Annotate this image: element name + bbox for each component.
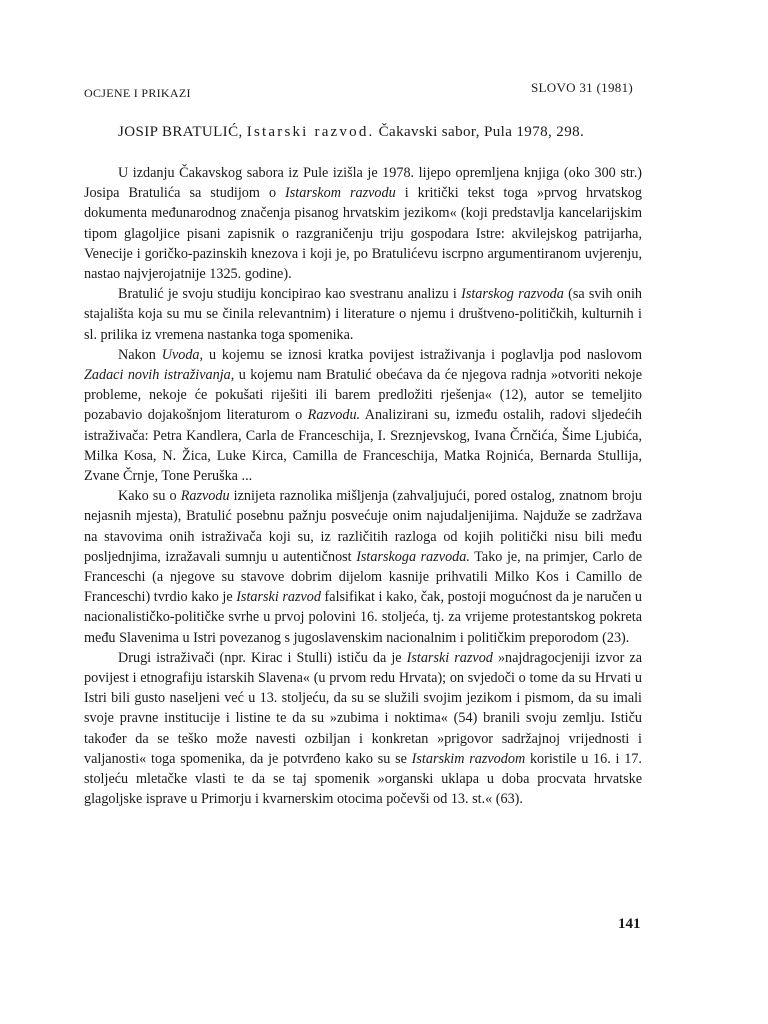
page-number: 141	[618, 916, 641, 932]
italic-title: Istarski razvod	[236, 589, 321, 606]
italic-title: Zadaci novih istraživanja,	[84, 367, 235, 384]
italic-title: Istarskim razvodom	[411, 750, 526, 767]
italic-title: Istarskoga razvoda.	[356, 548, 470, 565]
text: (sa svih onih stajališta koja su mu se činila relevantnim) i literature o njemu i društveno-političkih, kulturnih i sl. prilika iz vremena nastanka toga spomenika.	[84, 286, 642, 343]
text: Drugi istraživači (npr. Kirac i Stulli) ističu da je	[118, 649, 407, 666]
text: u kojemu nam Bratulić obećava da će njegova radnja »otvoriti nekoje probleme, nekoje će pokušati riješiti ili barem predložiti rješenja« (12), autor se temeljito pozabavio dojakošnjom literaturom o	[84, 367, 642, 424]
paragraph-3	[84, 345, 642, 486]
review-title	[118, 124, 584, 141]
text: Kako su o	[118, 488, 181, 505]
paragraph-1	[84, 163, 642, 284]
italic-title: Istarskog razvoda	[461, 286, 564, 303]
text: u kojemu se iznosi kratka povijest istraživanja i poglavlja pod naslovom	[203, 346, 642, 363]
review-author: JOSIP BRATULIĆ,	[118, 124, 243, 140]
text: i kritički tekst toga »prvog hrvatskog dokumenta međunarodnog značenja pisanog hrvatskim jezikom« (koji predstavlja kancelarijskim tipom glagoljice pisani zapisnik o razgraničenju triju gospodara Istre: akvilejskog patrijarha, Venecije i goričko-pazinskih knezova i koji je, po Bratulićevu iscrpno argumentiranom uvjerenju, nastao najvjerojatnije 1325. godine).	[84, 185, 642, 283]
text: Analizirani su, između ostalih, radovi sljedećih istraživača: Petra Kandlera, Carla de Franceschija, I. Sreznjevskog, Ivana Črnčića, Šime Ljubića, Milka Kosa, N. Žica, Luke Kirca, Camilla de Franceschija, Matka Rojnića, Bernarda Stullija, Zvane Črnje, Tone Peruška ...	[84, 407, 642, 485]
italic-title: Uvoda,	[161, 346, 204, 363]
text: falsifikat i kako, čak, postoji mogućnost da je naručen u nacionalističko-političke svrhe u prvoj polovini 16. stoljeća, tj. za vrijeme protestantskog pokreta među Slavenima u Istri povezanog s jugoslavenskim nacionalnim i političkim preporodom (23).	[84, 589, 642, 646]
review-publisher: Čakavski sabor, Pula 1978, 298.	[378, 124, 585, 140]
text: Bratulić je svoju studiju koncipirao kao svestranu analizu i	[118, 286, 462, 303]
italic-title: Istarskom razvodu	[285, 185, 396, 202]
text: Tako je, na primjer, Carlo de Franceschi (a njegove su stavove dobrim dijelom kasnije prihvatili Milko Kos i Camillo de Franceschi) tvrdio kako je	[84, 548, 642, 606]
running-header-journal: SLOVO 31 (1981)	[531, 80, 633, 95]
review-work-title: Istarski razvod.	[246, 124, 375, 140]
text: koristile u 16. i 17. stoljeću mletačke vlasti te da se taj spomenik »organski uklapa u doba procvata hrvatske glagoljske isprave u Primorju i kvarnerskim otocima počevši od 13. st.« (63).	[84, 750, 642, 808]
paragraph-4	[84, 486, 642, 648]
text: Nakon	[118, 346, 162, 363]
paragraph-5	[84, 648, 642, 810]
running-header-section: OCJENE I PRIKAZI	[84, 86, 191, 100]
text: iznijeta raznolika mišljenja (zahvaljujući, pored ostalog, znatnom broju nejasnih mjesta), Bratulić posebnu pažnju posvećuje onim najudaljenijima. Najduže se zadržava na stavovima onih istraživača koji su, iz različitih razloga od kojih politički nisu bili među posljednjima, izražavali sumnju u autentičnost	[84, 488, 642, 565]
text: »najdragocjeniji izvor za povijest i etnografiju istarskih Slavena« (u prvom redu Hrvata); on svjedoči o tome da su Hrvati u Istri bili gusto naseljeni već u 13. stoljeću, da su se služili svojim jezikom i pismom, da su imali svoje pravne institucije i listine te da su »zubima i noktima« (54) branili svoju zemlju. Ističu također da se teško može navesti ozbiljan i konkretan »prigovor sadržajnoj vrijednosti i valjanosti« toga spomenika, da je potvrđeno kako su se	[84, 649, 643, 767]
review-body	[84, 163, 642, 810]
italic-title: Razvodu	[180, 488, 230, 505]
text: U izdanju Čakavskog sabora iz Pule izišla je 1978. lijepo opremljena knjiga (oko 300 str.) Josipa Bratulića sa studijom o	[84, 165, 642, 202]
italic-title: Razvodu.	[307, 407, 361, 424]
paragraph-2	[84, 284, 642, 345]
italic-title: Istarski razvod	[406, 649, 493, 666]
